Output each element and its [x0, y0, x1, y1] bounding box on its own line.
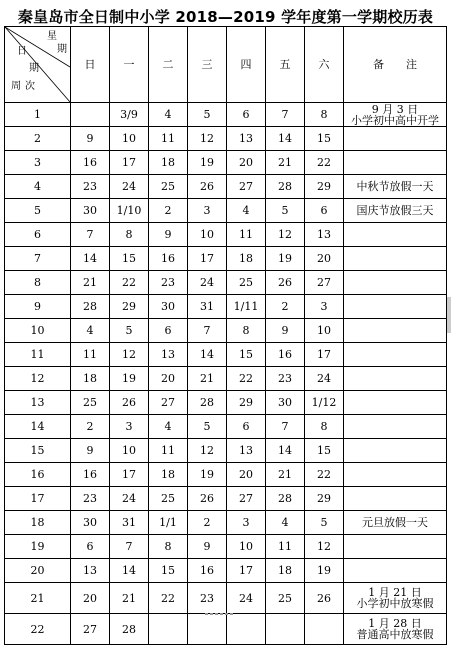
date-cell-mon: 8 [110, 223, 149, 247]
note-cell [344, 223, 447, 247]
table-row [5, 175, 447, 199]
note-cell [344, 319, 447, 343]
date-cell-thu: 13 [227, 127, 266, 151]
note-cell [344, 175, 447, 199]
page-title: 秦皇岛市全日制中小学 2018—2019 学年度第一学期校历表 [17, 8, 434, 26]
date-cell-wed [188, 614, 227, 645]
date-cell-sat: 24 [305, 367, 344, 391]
date-cell-mon: 12 [110, 343, 149, 367]
date-cell-wed: 3 [188, 199, 227, 223]
date-cell-thu: 11 [227, 223, 266, 247]
note-cell [344, 367, 447, 391]
date-cell-wed: 2 [188, 511, 227, 535]
week-number-cell: 8 [5, 271, 71, 295]
date-cell-sat: 29 [305, 487, 344, 511]
date-cell-thu: 17 [227, 559, 266, 583]
note-cell [344, 127, 447, 151]
date-cell-mon: 31 [110, 511, 149, 535]
diag-label-week-day-2: 期 [57, 44, 67, 55]
date-cell-mon: 10 [110, 127, 149, 151]
date-cell-tue: 8 [149, 535, 188, 559]
date-cell-tue: 23 [149, 271, 188, 295]
date-cell-fri: 16 [266, 343, 305, 367]
date-cell-fri: 21 [266, 151, 305, 175]
date-cell-sat: 19 [305, 559, 344, 583]
table-row [5, 223, 447, 247]
date-cell-fri: 12 [266, 223, 305, 247]
date-cell-wed: 5 [188, 103, 227, 127]
diag-label-week-day-1: 星 [47, 31, 57, 42]
note-line: 元旦放假一天 [362, 516, 428, 529]
note-header: 备 注 [344, 27, 447, 103]
table-row [5, 415, 447, 439]
date-cell-sun: 7 [71, 223, 110, 247]
date-cell-tue: 9 [149, 223, 188, 247]
date-cell-sat: 6 [305, 199, 344, 223]
table-row [5, 559, 447, 583]
note-cell [344, 199, 447, 223]
day-header-mon: 一 [110, 27, 149, 103]
week-number-cell: 9 [5, 295, 71, 319]
header-row [5, 27, 447, 103]
week-number-cell: 19 [5, 535, 71, 559]
date-cell-wed: 10 [188, 223, 227, 247]
date-cell-sun: 21 [71, 271, 110, 295]
date-cell-sun: 23 [71, 487, 110, 511]
week-number-cell: 18 [5, 511, 71, 535]
date-cell-mon: 7 [110, 535, 149, 559]
date-cell-wed: 23 [188, 583, 227, 614]
date-cell-wed: 19 [188, 151, 227, 175]
week-number-cell: 6 [5, 223, 71, 247]
note-cell [344, 391, 447, 415]
date-cell-thu: 20 [227, 151, 266, 175]
table-row [5, 511, 447, 535]
day-header-wed: 三 [188, 27, 227, 103]
date-cell-sun: 16 [71, 463, 110, 487]
date-cell-thu: 6 [227, 103, 266, 127]
date-cell-fri: 26 [266, 271, 305, 295]
week-number-cell: 17 [5, 487, 71, 511]
date-cell-mon: 17 [110, 463, 149, 487]
week-number-cell: 5 [5, 199, 71, 223]
table-row [5, 247, 447, 271]
date-cell-wed: 9 [188, 535, 227, 559]
date-cell-sun: 25 [71, 391, 110, 415]
note-cell [344, 535, 447, 559]
day-header-sat: 六 [305, 27, 344, 103]
date-cell-fri: 5 [266, 199, 305, 223]
school-calendar-table [4, 26, 447, 645]
date-cell-wed: 12 [188, 439, 227, 463]
day-header-thu: 四 [227, 27, 266, 103]
date-cell-thu: 10 [227, 535, 266, 559]
note-line: 小学初中高中开学 [351, 113, 439, 127]
week-number-cell: 10 [5, 319, 71, 343]
table-row [5, 319, 447, 343]
note-line: 9 月 3 日 [371, 102, 419, 116]
table-row [5, 127, 447, 151]
week-number-cell: 3 [5, 151, 71, 175]
date-cell-sat: 5 [305, 511, 344, 535]
date-cell-sat: 3 [305, 295, 344, 319]
date-cell-fri: 30 [266, 391, 305, 415]
date-cell-sat: 29 [305, 175, 344, 199]
date-cell-sun: 11 [71, 343, 110, 367]
date-cell-fri: 11 [266, 535, 305, 559]
date-cell-wed: 28 [188, 391, 227, 415]
date-cell-sat: 22 [305, 151, 344, 175]
date-cell-wed: 19 [188, 463, 227, 487]
date-cell-sun: 2 [71, 415, 110, 439]
date-cell-fri: 28 [266, 487, 305, 511]
date-cell-sat: 22 [305, 463, 344, 487]
table-row [5, 463, 447, 487]
date-cell-sun: 6 [71, 535, 110, 559]
date-cell-wed: 17 [188, 247, 227, 271]
date-cell-fri: 25 [266, 583, 305, 614]
note-cell [344, 415, 447, 439]
week-number-cell: 1 [5, 103, 71, 127]
table-row [5, 103, 447, 127]
note-cell [344, 487, 447, 511]
week-number-cell: 4 [5, 175, 71, 199]
table-row [5, 199, 447, 223]
date-cell-fri [266, 614, 305, 645]
date-cell-sat: 26 [305, 583, 344, 614]
diagonal-header-cell [5, 27, 71, 103]
date-cell-thu: 25 [227, 271, 266, 295]
date-cell-mon: 28 [110, 614, 149, 645]
date-cell-fri: 18 [266, 559, 305, 583]
date-cell-tue: 13 [149, 343, 188, 367]
date-cell-tue: 27 [149, 391, 188, 415]
note-line: 国庆节放假三天 [356, 204, 434, 217]
diag-label-date-1: 日 [17, 46, 27, 57]
date-cell-mon: 21 [110, 583, 149, 614]
date-cell-sun: 28 [71, 295, 110, 319]
date-cell-tue: 15 [149, 559, 188, 583]
date-cell-thu: 27 [227, 175, 266, 199]
date-cell-sat: 20 [305, 247, 344, 271]
date-cell-sun: 20 [71, 583, 110, 614]
date-cell-thu: 29 [227, 391, 266, 415]
date-cell-sat [305, 614, 344, 645]
date-cell-wed: 31 [188, 295, 227, 319]
date-cell-thu: 1/11 [227, 295, 266, 319]
table-row [5, 151, 447, 175]
date-cell-tue: 4 [149, 103, 188, 127]
date-cell-fri: 2 [266, 295, 305, 319]
date-cell-thu: 22 [227, 367, 266, 391]
date-cell-wed: 24 [188, 271, 227, 295]
note-cell [344, 559, 447, 583]
date-cell-tue: 11 [149, 127, 188, 151]
date-cell-fri: 14 [266, 439, 305, 463]
note-cell [344, 271, 447, 295]
table-row [5, 487, 447, 511]
date-cell-mon: 10 [110, 439, 149, 463]
date-cell-sat: 8 [305, 103, 344, 127]
table-row [5, 295, 447, 319]
date-cell-sun [71, 103, 110, 127]
date-cell-mon: 14 [110, 559, 149, 583]
date-cell-sun: 9 [71, 127, 110, 151]
week-number-cell: 2 [5, 127, 71, 151]
date-cell-mon: 24 [110, 487, 149, 511]
date-cell-tue: 20 [149, 367, 188, 391]
week-number-cell: 20 [5, 559, 71, 583]
week-number-cell: 22 [5, 614, 71, 645]
date-cell-tue: 2 [149, 199, 188, 223]
date-cell-wed: 14 [188, 343, 227, 367]
note-line: 中秋节放假一天 [356, 180, 434, 193]
date-cell-sun: 23 [71, 175, 110, 199]
week-number-cell: 15 [5, 439, 71, 463]
date-cell-mon: 3/9 [110, 103, 149, 127]
date-cell-fri: 21 [266, 463, 305, 487]
day-header-fri: 五 [266, 27, 305, 103]
date-cell-tue: 22 [149, 583, 188, 614]
table-row [5, 583, 447, 614]
table-row [5, 343, 447, 367]
date-cell-fri: 7 [266, 415, 305, 439]
date-cell-thu: 8 [227, 319, 266, 343]
date-cell-sun: 18 [71, 367, 110, 391]
note-cell [344, 151, 447, 175]
date-cell-sat: 15 [305, 439, 344, 463]
note-cell [344, 343, 447, 367]
date-cell-sat: 15 [305, 127, 344, 151]
date-cell-tue: 18 [149, 151, 188, 175]
date-cell-fri: 9 [266, 319, 305, 343]
diag-label-week-no-1: 周 [11, 81, 21, 92]
date-cell-mon: 17 [110, 151, 149, 175]
date-cell-tue: 16 [149, 247, 188, 271]
week-number-cell: 11 [5, 343, 71, 367]
table-row [5, 535, 447, 559]
note-cell [344, 103, 447, 127]
date-cell-sun: 9 [71, 439, 110, 463]
date-cell-fri: 14 [266, 127, 305, 151]
date-cell-thu: 13 [227, 439, 266, 463]
table-row [5, 271, 447, 295]
date-cell-sun: 30 [71, 511, 110, 535]
date-cell-sat: 8 [305, 415, 344, 439]
date-cell-wed: 16 [188, 559, 227, 583]
week-number-cell: 7 [5, 247, 71, 271]
date-cell-thu: 3 [227, 511, 266, 535]
note-cell [344, 614, 447, 645]
date-cell-mon: 3 [110, 415, 149, 439]
date-cell-sat: 12 [305, 535, 344, 559]
table-row [5, 391, 447, 415]
table-row [5, 614, 447, 645]
date-cell-sat: 1/12 [305, 391, 344, 415]
date-cell-thu: 27 [227, 487, 266, 511]
page-break-marker [205, 613, 235, 615]
date-cell-tue: 30 [149, 295, 188, 319]
week-number-cell: 13 [5, 391, 71, 415]
date-cell-sun: 14 [71, 247, 110, 271]
diag-label-date-2: 期 [29, 63, 39, 74]
date-cell-fri: 19 [266, 247, 305, 271]
date-cell-thu: 4 [227, 199, 266, 223]
date-cell-thu [227, 614, 266, 645]
date-cell-sun: 30 [71, 199, 110, 223]
date-cell-fri: 28 [266, 175, 305, 199]
date-cell-wed: 26 [188, 175, 227, 199]
note-line: 普通高中放寒假 [356, 628, 434, 641]
date-cell-sat: 17 [305, 343, 344, 367]
date-cell-fri: 23 [266, 367, 305, 391]
date-cell-tue: 25 [149, 175, 188, 199]
table-row [5, 367, 447, 391]
date-cell-thu: 24 [227, 583, 266, 614]
week-number-cell: 12 [5, 367, 71, 391]
date-cell-tue: 11 [149, 439, 188, 463]
note-cell [344, 439, 447, 463]
note-cell [344, 295, 447, 319]
date-cell-thu: 18 [227, 247, 266, 271]
day-header-tue: 二 [149, 27, 188, 103]
date-cell-wed: 5 [188, 415, 227, 439]
date-cell-wed: 12 [188, 127, 227, 151]
note-cell [344, 511, 447, 535]
date-cell-fri: 4 [266, 511, 305, 535]
date-cell-tue: 6 [149, 319, 188, 343]
date-cell-sun: 13 [71, 559, 110, 583]
date-cell-sun: 27 [71, 614, 110, 645]
date-cell-thu: 15 [227, 343, 266, 367]
day-header-sun: 日 [71, 27, 110, 103]
date-cell-wed: 7 [188, 319, 227, 343]
week-number-cell: 14 [5, 415, 71, 439]
date-cell-tue: 1/1 [149, 511, 188, 535]
diag-label-week-no-2: 次 [25, 81, 35, 92]
date-cell-wed: 21 [188, 367, 227, 391]
date-cell-mon: 22 [110, 271, 149, 295]
note-line: 小学初中放寒假 [356, 597, 434, 610]
scrollbar-marker [447, 297, 451, 333]
table-row [5, 439, 447, 463]
date-cell-mon: 1/10 [110, 199, 149, 223]
date-cell-mon: 5 [110, 319, 149, 343]
note-cell [344, 583, 447, 614]
week-number-cell: 21 [5, 583, 71, 614]
date-cell-mon: 29 [110, 295, 149, 319]
date-cell-mon: 24 [110, 175, 149, 199]
date-cell-tue: 25 [149, 487, 188, 511]
note-cell [344, 247, 447, 271]
date-cell-mon: 15 [110, 247, 149, 271]
date-cell-sat: 10 [305, 319, 344, 343]
date-cell-tue: 4 [149, 415, 188, 439]
note-line: 1 月 21 日 [368, 586, 422, 599]
date-cell-sat: 13 [305, 223, 344, 247]
date-cell-tue: 18 [149, 463, 188, 487]
date-cell-sun: 4 [71, 319, 110, 343]
date-cell-wed: 26 [188, 487, 227, 511]
date-cell-sat: 27 [305, 271, 344, 295]
date-cell-tue [149, 614, 188, 645]
date-cell-mon: 26 [110, 391, 149, 415]
date-cell-thu: 20 [227, 463, 266, 487]
note-cell [344, 463, 447, 487]
date-cell-mon: 19 [110, 367, 149, 391]
week-number-cell: 16 [5, 463, 71, 487]
date-cell-sun: 16 [71, 151, 110, 175]
date-cell-fri: 7 [266, 103, 305, 127]
note-line: 1 月 28 日 [368, 617, 422, 630]
date-cell-thu: 6 [227, 415, 266, 439]
